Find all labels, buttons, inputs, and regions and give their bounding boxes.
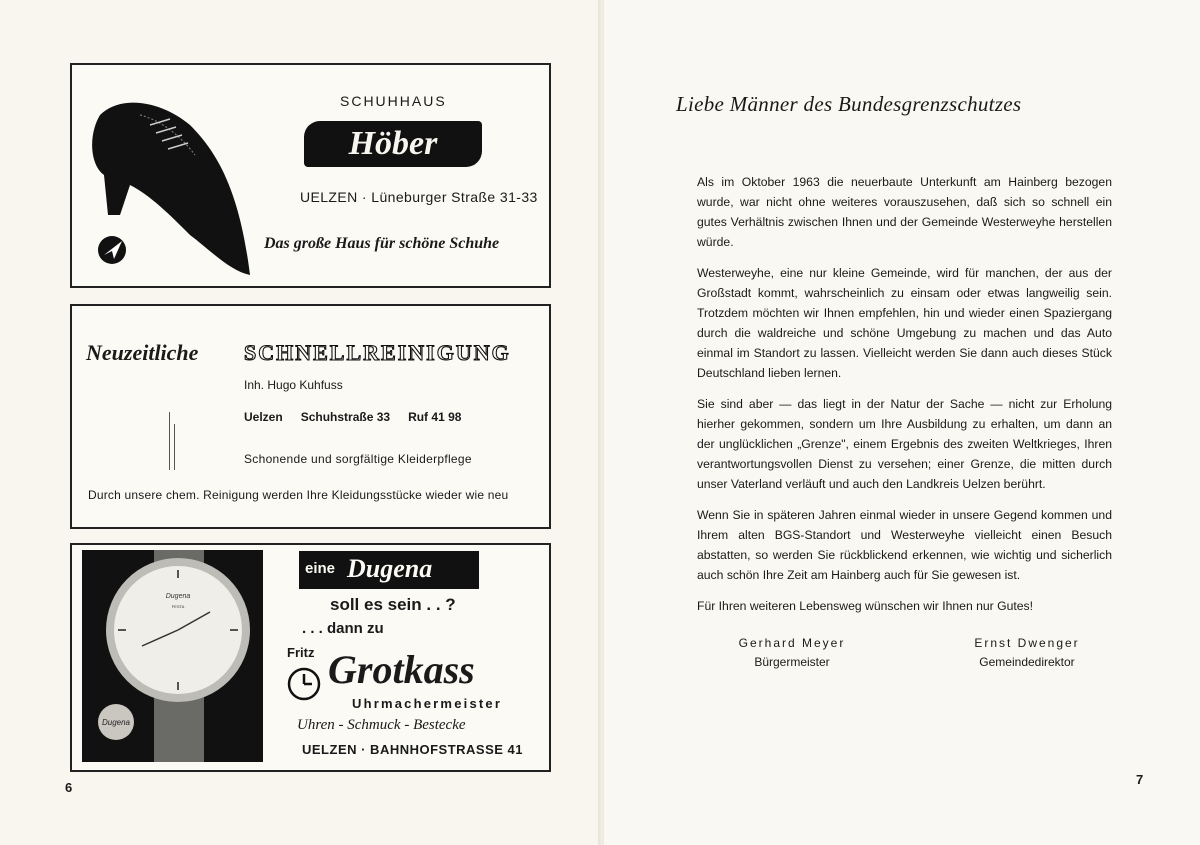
decorative-line	[174, 424, 175, 470]
ad1-address: UELZEN · Lüneburger Straße 31-33	[300, 189, 538, 205]
ad3-address: UELZEN · BAHNHOFSTRASSE 41	[302, 742, 524, 757]
watch-dial-brand: Dugena	[165, 593, 191, 600]
ad2-headline: SCHNELLREINIGUNG	[244, 340, 511, 365]
dugena-banner	[299, 551, 479, 589]
watch-icon	[82, 550, 263, 762]
watch-photo	[82, 550, 263, 762]
ad-schuhhaus-hoeber	[70, 63, 551, 288]
page-number-left: 6	[65, 780, 73, 795]
ad2-street: Schuhstraße 33	[300, 410, 391, 424]
clock-icon	[287, 667, 321, 701]
watch-dial-model: FESTA	[171, 604, 185, 609]
letter-paragraph: Westerweyhe, eine nur kleine Gemeinde, wird für manchen, der aus der Großstadt kommt, wahrscheinlich zu einsam oder etwas langweilig sein. Trotzdem möchten wir Ihnen empfehlen, hin und wieder einen Spaziergang durch die waldreiche und schöne Umgebung zu machen und das Auto einmal im Standort zu lassen. Vielleicht werden Sie dann auch dieses Stück Deutschland lieben lernen.	[697, 266, 1112, 380]
ad2-phone: Ruf 41 98	[408, 410, 462, 424]
ad3-profession: Uhrmachermeister	[352, 696, 503, 711]
ad1-slogan: Das große Haus für schöne Schuhe	[264, 235, 500, 252]
watch-tag-label: Dugena	[101, 718, 131, 727]
page-number-right: 7	[1136, 772, 1144, 787]
signature-director	[952, 634, 1102, 672]
letter-paragraph: Wenn Sie in späteren Jahren einmal wieder in unsere Gegend kommen und Ihrem alten BGS-Standort und Westerweyhe vielleicht einen Besuch abstatten, so werden Sie rückblickend erkennen, wie wichtig und sicherlich auch schön Ihre Zeit am Hainberg auch für Sie gewesen ist.	[697, 508, 1112, 582]
signature-name: Gerhard Meyer	[738, 636, 846, 650]
ad3-goods: Uhren - Schmuck - Bestecke	[297, 717, 466, 733]
decorative-line	[169, 412, 170, 470]
ad2-footer: Durch unsere chem. Reinigung werden Ihre Kleidungsstücke wieder wie neu	[88, 488, 509, 502]
shoe-illustration	[80, 75, 260, 280]
letter-paragraph: Als im Oktober 1963 die neuerbaute Unterkunft am Hainberg bezogen wurde, war nicht ohne weiteres vorauszusehen, daß sich so schnell ein gutes Verhältnis zwischen Ihnen und der Gemeinde Westerweyhe herstellen würde.	[697, 175, 1112, 249]
ad3-brand: Grotkass	[328, 647, 475, 692]
signatures	[697, 634, 1112, 672]
ad2-script-word: Neuzeitliche	[86, 340, 199, 365]
dugena-brand: Dugena	[347, 554, 433, 583]
right-page	[604, 0, 1200, 845]
signature-mayor	[717, 634, 867, 672]
signature-title: Gemeindedirektor	[979, 655, 1075, 669]
ad-schnellreinigung	[70, 304, 551, 529]
signature-title: Bürgermeister	[754, 655, 830, 669]
ad2-address-row	[244, 410, 461, 424]
signature-name: Ernst Dwenger	[974, 636, 1080, 650]
ad1-brand: Höber	[304, 121, 482, 167]
ad3-first-name: Fritz	[287, 645, 315, 660]
ad2-tagline: Schonende und sorgfältige Kleiderpflege	[244, 452, 472, 466]
ad2-city: Uelzen	[244, 410, 283, 424]
letter-paragraph: Für Ihren weiteren Lebensweg wünschen wir Ihnen nur Gutes!	[697, 599, 1034, 613]
dugena-eine: eine	[305, 560, 336, 577]
ad3-line2: . . . dann zu	[302, 620, 384, 637]
ad1-kicker: SCHUHHAUS	[340, 93, 447, 109]
letter-body	[697, 172, 1112, 672]
ad2-owner: Inh. Hugo Kuhfuss	[244, 378, 343, 392]
letter-paragraph: Sie sind aber — das liegt in der Natur der Sache — nicht zur Erholung hierher gekommen, sondern um Ihre Ausbildung zu erhalten, um dann an der unglücklichen „Grenze", einem Ergebnis des zweiten Weltkrieges, Ihren verantwortungsvollen Dienst zu versehen; einer Grenze, die mitten durch unser Vaterland verläuft und auch den Landkreis Uelzen berührt.	[697, 397, 1112, 491]
ad-grotkass	[70, 543, 551, 772]
letter-title: Liebe Männer des Bundesgrenzschutzes	[676, 92, 1022, 116]
ad3-line1: soll es sein . . ?	[330, 595, 456, 614]
